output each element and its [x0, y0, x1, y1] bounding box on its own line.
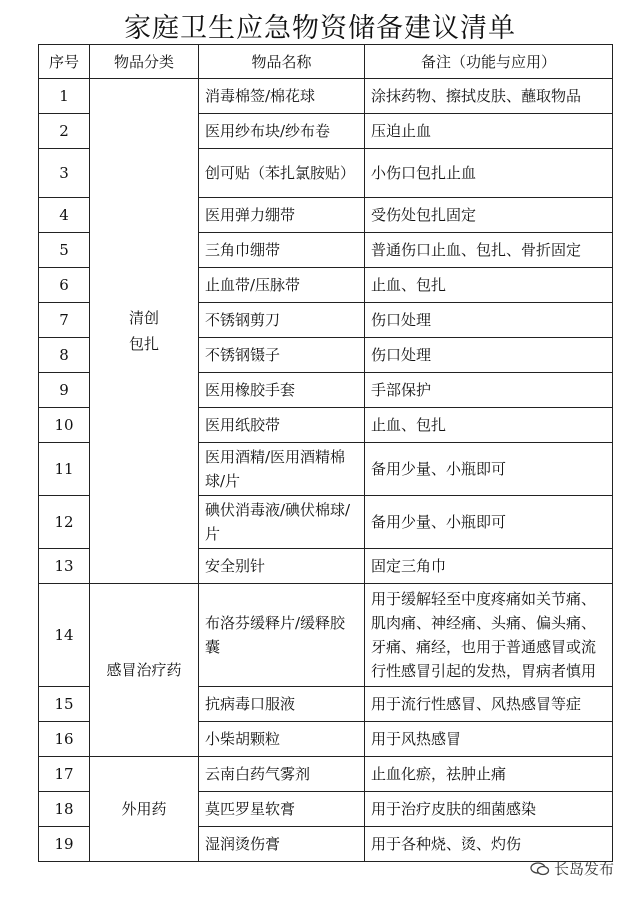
- item-name: 碘伏消毒液/碘伏棉球/片: [199, 496, 365, 549]
- table-body: [39, 79, 613, 862]
- item-note: 普通伤口止血、包扎、骨折固定: [365, 233, 613, 268]
- item-name: 医用纱布块/纱布卷: [199, 114, 365, 149]
- item-name: 小柴胡颗粒: [199, 722, 365, 757]
- row-number: 13: [39, 549, 90, 584]
- item-note: 用于治疗皮肤的细菌感染: [365, 792, 613, 827]
- wechat-bubble-icon: [530, 862, 550, 876]
- row-number: 9: [39, 373, 90, 408]
- item-note: 用于风热感冒: [365, 722, 613, 757]
- table-row: [39, 79, 613, 114]
- item-name: 不锈钢剪刀: [199, 303, 365, 338]
- item-note: 用于缓解轻至中度疼痛如关节痛、肌肉痛、神经痛、头痛、偏头痛、牙痛、痛经，也用于普通感冒或流行性感冒引起的发热，胃病者慎用: [365, 584, 613, 687]
- row-number: 4: [39, 198, 90, 233]
- item-name: 医用酒精/医用酒精棉球/片: [199, 443, 365, 496]
- row-number: 11: [39, 443, 90, 496]
- row-number: 17: [39, 757, 90, 792]
- item-note: 伤口处理: [365, 303, 613, 338]
- header-notes: 备注（功能与应用）: [365, 45, 613, 79]
- table-row: [39, 584, 613, 687]
- category-cell: 清创 包扎: [90, 79, 199, 584]
- row-number: 16: [39, 722, 90, 757]
- item-name: 安全别针: [199, 549, 365, 584]
- item-name: 医用弹力绷带: [199, 198, 365, 233]
- supply-table: [38, 44, 613, 862]
- header-item-name: 物品名称: [199, 45, 365, 79]
- page-title: 家庭卫生应急物资储备建议清单: [124, 13, 516, 44]
- row-number: 10: [39, 408, 90, 443]
- row-number: 2: [39, 114, 90, 149]
- row-number: 14: [39, 584, 90, 687]
- row-number: 5: [39, 233, 90, 268]
- item-name: 医用纸胶带: [199, 408, 365, 443]
- row-number: 19: [39, 827, 90, 862]
- item-note: 止血、包扎: [365, 268, 613, 303]
- item-name: 消毒棉签/棉花球: [199, 79, 365, 114]
- table-row: [39, 757, 613, 792]
- item-note: 用于各种烧、烫、灼伤: [365, 827, 613, 862]
- item-note: 备用少量、小瓶即可: [365, 496, 613, 549]
- row-number: 3: [39, 149, 90, 198]
- row-number: 1: [39, 79, 90, 114]
- watermark: [530, 858, 614, 879]
- category-cell: 感冒治疗药: [90, 584, 199, 757]
- item-note: 止血、包扎: [365, 408, 613, 443]
- item-name: 创可贴（苯扎氯胺贴）: [199, 149, 365, 198]
- item-note: 受伤处包扎固定: [365, 198, 613, 233]
- item-name: 湿润烫伤膏: [199, 827, 365, 862]
- row-number: 7: [39, 303, 90, 338]
- item-name: 止血带/压脉带: [199, 268, 365, 303]
- item-name: 医用橡胶手套: [199, 373, 365, 408]
- row-number: 8: [39, 338, 90, 373]
- item-note: 用于流行性感冒、风热感冒等症: [365, 687, 613, 722]
- item-note: 小伤口包扎止血: [365, 149, 613, 198]
- item-name: 布洛芬缓释片/缓释胶囊: [199, 584, 365, 687]
- item-note: 手部保护: [365, 373, 613, 408]
- category-cell: 外用药: [90, 757, 199, 862]
- table-header-row: [39, 45, 613, 79]
- item-note: 涂抹药物、擦拭皮肤、蘸取物品: [365, 79, 613, 114]
- header-number: 序号: [39, 45, 90, 79]
- row-number: 18: [39, 792, 90, 827]
- header-category: 物品分类: [90, 45, 199, 79]
- item-name: 抗病毒口服液: [199, 687, 365, 722]
- item-name: 三角巾绷带: [199, 233, 365, 268]
- item-note: 压迫止血: [365, 114, 613, 149]
- item-note: 伤口处理: [365, 338, 613, 373]
- row-number: 12: [39, 496, 90, 549]
- item-name: 莫匹罗星软膏: [199, 792, 365, 827]
- item-note: 固定三角巾: [365, 549, 613, 584]
- row-number: 6: [39, 268, 90, 303]
- item-note: 备用少量、小瓶即可: [365, 443, 613, 496]
- item-name: 云南白药气雾剂: [199, 757, 365, 792]
- watermark-text: 长岛发布: [553, 860, 614, 878]
- item-note: 止血化瘀，祛肿止痛: [365, 757, 613, 792]
- row-number: 15: [39, 687, 90, 722]
- item-name: 不锈钢镊子: [199, 338, 365, 373]
